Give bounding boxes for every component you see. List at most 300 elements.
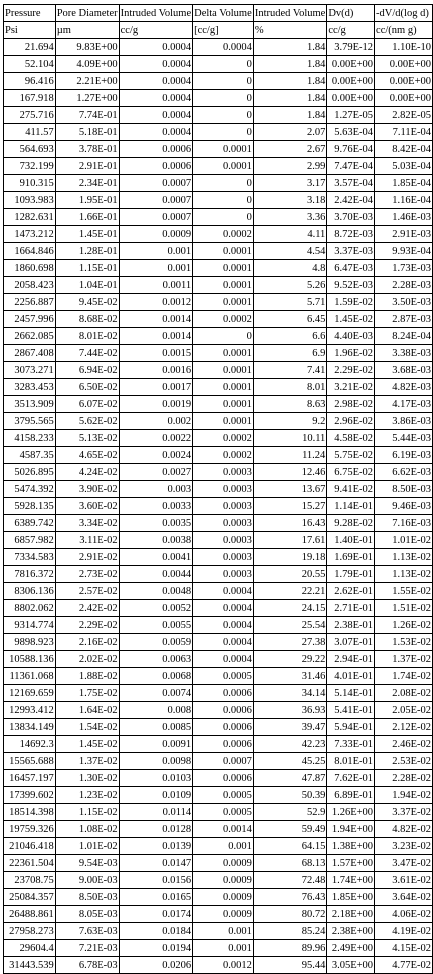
table-cell: 3.47E-02 — [375, 855, 433, 872]
table-cell: 9.28E-02 — [327, 515, 375, 532]
table-cell: 9314.774 — [4, 617, 56, 634]
table-cell: 52.104 — [4, 56, 56, 73]
table-row — [4, 787, 433, 804]
column-unit: cc/g — [119, 22, 192, 39]
table-cell: 0.0059 — [119, 634, 192, 651]
table-cell: 7.62E-01 — [327, 770, 375, 787]
column-unit: Psi — [4, 22, 56, 39]
table-cell: 0.0004 — [119, 56, 192, 73]
table-cell: 0.0003 — [193, 498, 254, 515]
table-cell: 6.62E-03 — [375, 464, 433, 481]
table-cell: 42.23 — [253, 736, 326, 753]
table-row — [4, 396, 433, 413]
table-cell: 0.0052 — [119, 600, 192, 617]
table-cell: 4.24E-02 — [55, 464, 119, 481]
table-cell: 1.46E-03 — [375, 209, 433, 226]
table-cell: 0 — [193, 73, 254, 90]
table-cell: 2.98E-02 — [327, 396, 375, 413]
table-cell: 17399.602 — [4, 787, 56, 804]
header-row — [4, 5, 433, 22]
table-cell: 1664.846 — [4, 243, 56, 260]
table-row — [4, 328, 433, 345]
table-cell: 7.21E-03 — [55, 940, 119, 957]
table-cell: 1.26E+00 — [327, 804, 375, 821]
table-cell: 0.0006 — [193, 685, 254, 702]
table-cell: 4.8 — [253, 260, 326, 277]
table-cell: 0.0055 — [119, 617, 192, 634]
table-cell: 23708.75 — [4, 872, 56, 889]
table-cell: 2.28E-03 — [375, 277, 433, 294]
table-cell: 76.43 — [253, 889, 326, 906]
table-cell: 4.01E-01 — [327, 668, 375, 685]
table-cell: 0.0001 — [193, 141, 254, 158]
table-cell: 0.00E+00 — [375, 90, 433, 107]
table-cell: 0.0091 — [119, 736, 192, 753]
column-header: Dv(d) — [327, 5, 375, 22]
table-cell: 0.003 — [119, 481, 192, 498]
table-cell: 47.87 — [253, 770, 326, 787]
table-cell: 68.13 — [253, 855, 326, 872]
table-cell: 0.0004 — [193, 651, 254, 668]
table-cell: 0.0017 — [119, 379, 192, 396]
table-cell: 8.24E-04 — [375, 328, 433, 345]
table-cell: 52.9 — [253, 804, 326, 821]
table-cell: 16457.197 — [4, 770, 56, 787]
table-cell: 1.96E-02 — [327, 345, 375, 362]
table-cell: 15.27 — [253, 498, 326, 515]
table-cell: 8.50E-03 — [55, 889, 119, 906]
table-cell: 7334.583 — [4, 549, 56, 566]
table-cell: 21.694 — [4, 39, 56, 56]
table-cell: 7.63E-03 — [55, 923, 119, 940]
table-cell: 2.21E+00 — [55, 73, 119, 90]
table-row — [4, 634, 433, 651]
column-header: Intruded Volume — [119, 5, 192, 22]
table-cell: 4.65E-02 — [55, 447, 119, 464]
table-row — [4, 923, 433, 940]
table-cell: 20.55 — [253, 566, 326, 583]
table-cell: 0 — [193, 328, 254, 345]
table-cell: 7.44E-02 — [55, 345, 119, 362]
table-cell: 45.25 — [253, 753, 326, 770]
table-cell: 6.89E-01 — [327, 787, 375, 804]
table-row — [4, 107, 433, 124]
unit-row — [4, 22, 433, 39]
table-row — [4, 294, 433, 311]
table-cell: 0.0085 — [119, 719, 192, 736]
table-cell: 3.86E-03 — [375, 413, 433, 430]
table-cell: 0.0004 — [193, 617, 254, 634]
table-cell: 4.82E-03 — [375, 379, 433, 396]
table-cell: 8306.136 — [4, 583, 56, 600]
table-cell: 0.0003 — [193, 549, 254, 566]
table-cell: 0.0022 — [119, 430, 192, 447]
table-cell: 2.02E-02 — [55, 651, 119, 668]
table-cell: 7.16E-03 — [375, 515, 433, 532]
table-cell: 0.0006 — [193, 719, 254, 736]
table-cell: 0.0003 — [193, 464, 254, 481]
table-row — [4, 753, 433, 770]
table-cell: 0.0024 — [119, 447, 192, 464]
table-cell: 0.0015 — [119, 345, 192, 362]
table-cell: 0.0011 — [119, 277, 192, 294]
table-cell: 80.72 — [253, 906, 326, 923]
table-cell: 1.40E-01 — [327, 532, 375, 549]
table-cell: 1.13E-02 — [375, 566, 433, 583]
table-cell: 0.0004 — [119, 90, 192, 107]
table-cell: 0.0048 — [119, 583, 192, 600]
table-cell: 3.11E-02 — [55, 532, 119, 549]
table-cell: 1.53E-02 — [375, 634, 433, 651]
table-row — [4, 906, 433, 923]
table-cell: 0.0004 — [193, 634, 254, 651]
table-cell: 3.50E-03 — [375, 294, 433, 311]
table-cell: 26488.861 — [4, 906, 56, 923]
table-row — [4, 736, 433, 753]
table-cell: 3.78E-01 — [55, 141, 119, 158]
table-cell: 0.0206 — [119, 957, 192, 974]
table-cell: 1.94E+00 — [327, 821, 375, 838]
table-cell: 1473.212 — [4, 226, 56, 243]
table-cell: 3.38E-03 — [375, 345, 433, 362]
table-cell: 17.61 — [253, 532, 326, 549]
table-cell: 7816.372 — [4, 566, 56, 583]
table-cell: 4.58E-02 — [327, 430, 375, 447]
table-cell: 0.001 — [193, 923, 254, 940]
table-cell: 6.45 — [253, 311, 326, 328]
table-cell: 0.0009 — [119, 226, 192, 243]
table-cell: 0.0001 — [193, 294, 254, 311]
table-cell: 910.315 — [4, 175, 56, 192]
table-cell: 0.0005 — [193, 787, 254, 804]
table-cell: 0.0012 — [119, 294, 192, 311]
table-row — [4, 73, 433, 90]
table-cell: 1.26E-02 — [375, 617, 433, 634]
table-cell: 0.0004 — [193, 583, 254, 600]
table-row — [4, 855, 433, 872]
table-row — [4, 804, 433, 821]
table-cell: 732.199 — [4, 158, 56, 175]
table-row — [4, 685, 433, 702]
table-cell: 3.57E-04 — [327, 175, 375, 192]
table-cell: 0.0001 — [193, 362, 254, 379]
table-cell: 2.28E-02 — [375, 770, 433, 787]
table-cell: 1.88E-02 — [55, 668, 119, 685]
table-cell: 9.93E-04 — [375, 243, 433, 260]
table-cell: 2.29E-02 — [327, 362, 375, 379]
table-cell: 8.72E-03 — [327, 226, 375, 243]
table-cell: 96.416 — [4, 73, 56, 90]
table-cell: 2.46E-02 — [375, 736, 433, 753]
table-cell: 29.22 — [253, 651, 326, 668]
table-row — [4, 481, 433, 498]
table-cell: 1.01E-02 — [375, 532, 433, 549]
table-cell: 2.34E-01 — [55, 175, 119, 192]
table-cell: 0 — [193, 192, 254, 209]
table-cell: 0.0194 — [119, 940, 192, 957]
table-row — [4, 209, 433, 226]
table-cell: 0.0001 — [193, 260, 254, 277]
table-cell: 9.46E-03 — [375, 498, 433, 515]
table-row — [4, 600, 433, 617]
table-cell: 0.0003 — [193, 481, 254, 498]
table-cell: 0.0103 — [119, 770, 192, 787]
table-cell: 2.42E-02 — [55, 600, 119, 617]
table-cell: 4.17E-03 — [375, 396, 433, 413]
table-cell: 1.01E-02 — [55, 838, 119, 855]
table-cell: 10588.136 — [4, 651, 56, 668]
table-cell: 0.0109 — [119, 787, 192, 804]
table-cell: 1.15E-01 — [55, 260, 119, 277]
table-cell: 0.0003 — [193, 515, 254, 532]
table-cell: 0.001 — [119, 260, 192, 277]
table-cell: 13.67 — [253, 481, 326, 498]
table-cell: 4.82E-02 — [375, 821, 433, 838]
table-cell: 4587.35 — [4, 447, 56, 464]
table-cell: 1.55E-02 — [375, 583, 433, 600]
column-unit: µm — [55, 22, 119, 39]
table-cell: 3.05E+00 — [327, 957, 375, 974]
table-cell: 2.42E-04 — [327, 192, 375, 209]
table-cell: 4.19E-02 — [375, 923, 433, 940]
table-cell: 5.41E-01 — [327, 702, 375, 719]
table-cell: 0.0014 — [193, 821, 254, 838]
table-cell: 14692.3 — [4, 736, 56, 753]
table-cell: 1.51E-02 — [375, 600, 433, 617]
table-cell: 3.36 — [253, 209, 326, 226]
table-cell: 0.0174 — [119, 906, 192, 923]
table-row — [4, 957, 433, 974]
table-cell: 2.91E-02 — [55, 549, 119, 566]
table-row — [4, 872, 433, 889]
table-cell: 3.37E-03 — [327, 243, 375, 260]
table-cell: 9.45E-02 — [55, 294, 119, 311]
table-cell: 1.27E+00 — [55, 90, 119, 107]
table-cell: 2.05E-02 — [375, 702, 433, 719]
table-cell: 1.57E+00 — [327, 855, 375, 872]
table-cell: 2.96E-02 — [327, 413, 375, 430]
table-cell: 4.11 — [253, 226, 326, 243]
table-cell: 0.0038 — [119, 532, 192, 549]
table-cell: 1.84 — [253, 39, 326, 56]
table-row — [4, 311, 433, 328]
table-cell: 5928.135 — [4, 498, 56, 515]
table-cell: 0 — [193, 209, 254, 226]
table-cell: 0.0001 — [193, 413, 254, 430]
table-cell: 411.57 — [4, 124, 56, 141]
table-row — [4, 260, 433, 277]
column-unit: % — [253, 22, 326, 39]
table-cell: 0.0007 — [119, 175, 192, 192]
table-cell: 0.0009 — [193, 906, 254, 923]
table-cell: 3.79E-12 — [327, 39, 375, 56]
table-cell: 275.716 — [4, 107, 56, 124]
table-cell: 9.76E-04 — [327, 141, 375, 158]
table-cell: 1.27E-05 — [327, 107, 375, 124]
table-cell: 2.49E+00 — [327, 940, 375, 957]
table-row — [4, 277, 433, 294]
table-cell: 2.99 — [253, 158, 326, 175]
table-cell: 9.83E+00 — [55, 39, 119, 56]
table-cell: 0.0033 — [119, 498, 192, 515]
table-cell: 9.41E-02 — [327, 481, 375, 498]
table-cell: 4.54 — [253, 243, 326, 260]
table-cell: 4.40E-03 — [327, 328, 375, 345]
table-cell: 0.0014 — [119, 328, 192, 345]
table-cell: 1.94E-02 — [375, 787, 433, 804]
table-cell: 5474.392 — [4, 481, 56, 498]
table-cell: 1.30E-02 — [55, 770, 119, 787]
table-cell: 1.64E-02 — [55, 702, 119, 719]
table-cell: 4.15E-02 — [375, 940, 433, 957]
table-cell: 1.95E-01 — [55, 192, 119, 209]
table-cell: 50.39 — [253, 787, 326, 804]
table-cell: 2.91E-01 — [55, 158, 119, 175]
table-cell: 0.0128 — [119, 821, 192, 838]
data-table — [3, 4, 433, 974]
table-cell: 0.0007 — [119, 192, 192, 209]
table-row — [4, 532, 433, 549]
table-row — [4, 583, 433, 600]
table-row — [4, 464, 433, 481]
table-row — [4, 379, 433, 396]
table-row — [4, 175, 433, 192]
table-cell: 72.48 — [253, 872, 326, 889]
table-row — [4, 345, 433, 362]
table-cell: 8.42E-04 — [375, 141, 433, 158]
table-cell: 0.0003 — [193, 566, 254, 583]
table-cell: 0.0003 — [193, 532, 254, 549]
table-cell: 0.008 — [119, 702, 192, 719]
table-row — [4, 362, 433, 379]
table-cell: 0.0004 — [119, 107, 192, 124]
table-cell: 0 — [193, 175, 254, 192]
table-cell: 1.66E-01 — [55, 209, 119, 226]
table-cell: 6.19E-03 — [375, 447, 433, 464]
table-cell: 0.0041 — [119, 549, 192, 566]
table-cell: 3.17 — [253, 175, 326, 192]
table-cell: 0.0009 — [193, 855, 254, 872]
column-header: Intruded Volume — [253, 5, 326, 22]
table-cell: 8.68E-02 — [55, 311, 119, 328]
table-row — [4, 56, 433, 73]
table-cell: 5026.895 — [4, 464, 56, 481]
table-cell: 9898.923 — [4, 634, 56, 651]
table-cell: 9.00E-03 — [55, 872, 119, 889]
table-cell: 0.0006 — [193, 702, 254, 719]
table-cell: 0.0147 — [119, 855, 192, 872]
table-cell: 0.0002 — [193, 430, 254, 447]
table-row — [4, 90, 433, 107]
table-cell: 9.54E-03 — [55, 855, 119, 872]
table-cell: 5.71 — [253, 294, 326, 311]
table-cell: 22.21 — [253, 583, 326, 600]
table-cell: 29604.4 — [4, 940, 56, 957]
table-cell: 2.71E-01 — [327, 600, 375, 617]
table-cell: 1.54E-02 — [55, 719, 119, 736]
table-cell: 4158.233 — [4, 430, 56, 447]
table-cell: 0.0005 — [193, 804, 254, 821]
column-header: Pressure — [4, 5, 56, 22]
table-cell: 1.10E-10 — [375, 39, 433, 56]
table-cell: 25084.357 — [4, 889, 56, 906]
table-cell: 2457.996 — [4, 311, 56, 328]
table-cell: 3.23E-02 — [375, 838, 433, 855]
table-cell: 0.001 — [119, 243, 192, 260]
table-row — [4, 617, 433, 634]
table-cell: 36.93 — [253, 702, 326, 719]
table-cell: 2662.085 — [4, 328, 56, 345]
table-cell: 2.07 — [253, 124, 326, 141]
table-cell: 1.59E-02 — [327, 294, 375, 311]
table-cell: 1.45E-01 — [55, 226, 119, 243]
table-cell: 7.33E-01 — [327, 736, 375, 753]
table-cell: 0.0016 — [119, 362, 192, 379]
table-cell: 10.11 — [253, 430, 326, 447]
table-cell: 19.18 — [253, 549, 326, 566]
table-cell: 1.73E-03 — [375, 260, 433, 277]
table-row — [4, 651, 433, 668]
table-cell: 21046.418 — [4, 838, 56, 855]
table-cell: 0.0156 — [119, 872, 192, 889]
table-cell: 4.77E-02 — [375, 957, 433, 974]
table-cell: 3.37E-02 — [375, 804, 433, 821]
table-cell: 0.0012 — [193, 957, 254, 974]
table-cell: 1.84 — [253, 107, 326, 124]
table-cell: 1282.631 — [4, 209, 56, 226]
table-cell: 1.45E-02 — [55, 736, 119, 753]
table-cell: 3.07E-01 — [327, 634, 375, 651]
table-cell: 3.68E-03 — [375, 362, 433, 379]
table-cell: 2.57E-02 — [55, 583, 119, 600]
table-cell: 1.45E-02 — [327, 311, 375, 328]
table-cell: 0.0014 — [119, 311, 192, 328]
table-cell: 8.01E-01 — [327, 753, 375, 770]
table-cell: 0.00E+00 — [327, 90, 375, 107]
table-cell: 1.14E-01 — [327, 498, 375, 515]
column-header: -dV/d(log d) — [375, 5, 433, 22]
table-cell: 5.18E-01 — [55, 124, 119, 141]
table-cell: 64.15 — [253, 838, 326, 855]
table-row — [4, 770, 433, 787]
table-cell: 564.693 — [4, 141, 56, 158]
table-cell: 0.0004 — [119, 124, 192, 141]
table-cell: 6389.742 — [4, 515, 56, 532]
table-cell: 8.01 — [253, 379, 326, 396]
table-row — [4, 668, 433, 685]
table-cell: 0.0007 — [119, 209, 192, 226]
table-cell: 1.74E-02 — [375, 668, 433, 685]
table-row — [4, 838, 433, 855]
table-cell: 0.002 — [119, 413, 192, 430]
table-row — [4, 498, 433, 515]
table-cell: 0.0074 — [119, 685, 192, 702]
table-cell: 0.0001 — [193, 396, 254, 413]
table-cell: 85.24 — [253, 923, 326, 940]
table-cell: 25.54 — [253, 617, 326, 634]
table-cell: 0.0004 — [119, 39, 192, 56]
table-cell: 1.16E-04 — [375, 192, 433, 209]
table-cell: 3.90E-02 — [55, 481, 119, 498]
table-cell: 0.001 — [193, 838, 254, 855]
table-cell: 2256.887 — [4, 294, 56, 311]
table-cell: 0.0006 — [119, 158, 192, 175]
table-cell: 1.23E-02 — [55, 787, 119, 804]
table-cell: 0.0009 — [193, 889, 254, 906]
table-cell: 6857.982 — [4, 532, 56, 549]
table-cell: 0.0009 — [193, 872, 254, 889]
table-cell: 0 — [193, 90, 254, 107]
